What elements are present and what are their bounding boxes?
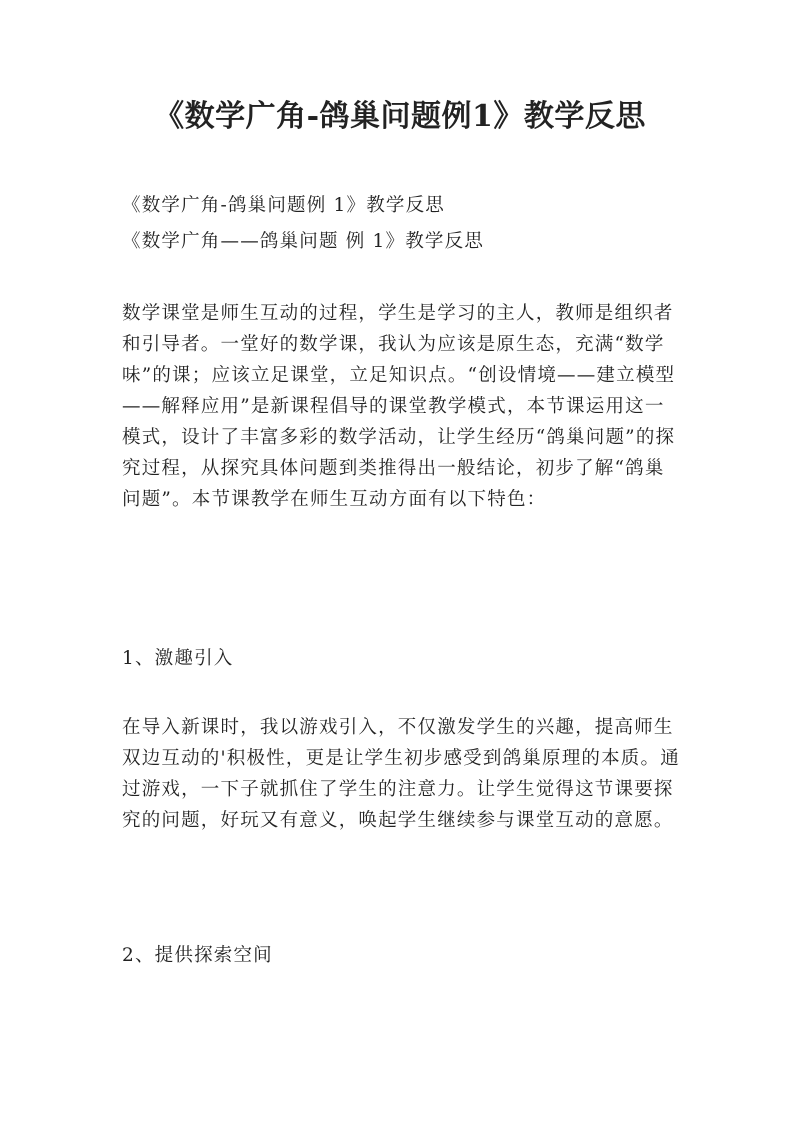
section-heading-2: 2、提供探索空间 [122, 945, 273, 966]
subtitle-line-2: 《数学广角——鸽巢问题 例 1》教学反思 [122, 231, 485, 252]
subtitle-line-1: 《数学广角-鸽巢问题例 1》教学反思 [122, 195, 446, 216]
paragraph-section-1: 在导入新课时，我以游戏引入，不仅激发学生的兴趣，提高师生双边互动的'积极性，更是让学生初步感受到鸽巢原理的本质。通过游戏，一下子就抓住了学生的注意力。让学生觉得这节课要探究的问题，好玩又有意义，唤起学生继续参与课堂互动的意愿。 [122, 717, 680, 831]
document-title: 《数学广角-鸽巢问题例1》教学反思 [154, 99, 646, 134]
section-heading-1: 1、激趣引入 [122, 648, 234, 669]
paragraph-intro: 数学课堂是师生互动的过程，学生是学习的主人，教师是组织者和引导者。一堂好的数学课，我认为应该是原生态，充满“数学味”的课；应该立足课堂，立足知识点。“创设情境——建立模型——解释应用”是新课程倡导的课堂教学模式，本节课运用这一模式，设计了丰富多彩的数学活动，让学生经历“鸽巢问题”的探究过程，从探究具体问题到类推得出一般结论，初步了解“鸽巢问题”。本节课教学在师生互动方面有以下特色： [122, 303, 676, 510]
